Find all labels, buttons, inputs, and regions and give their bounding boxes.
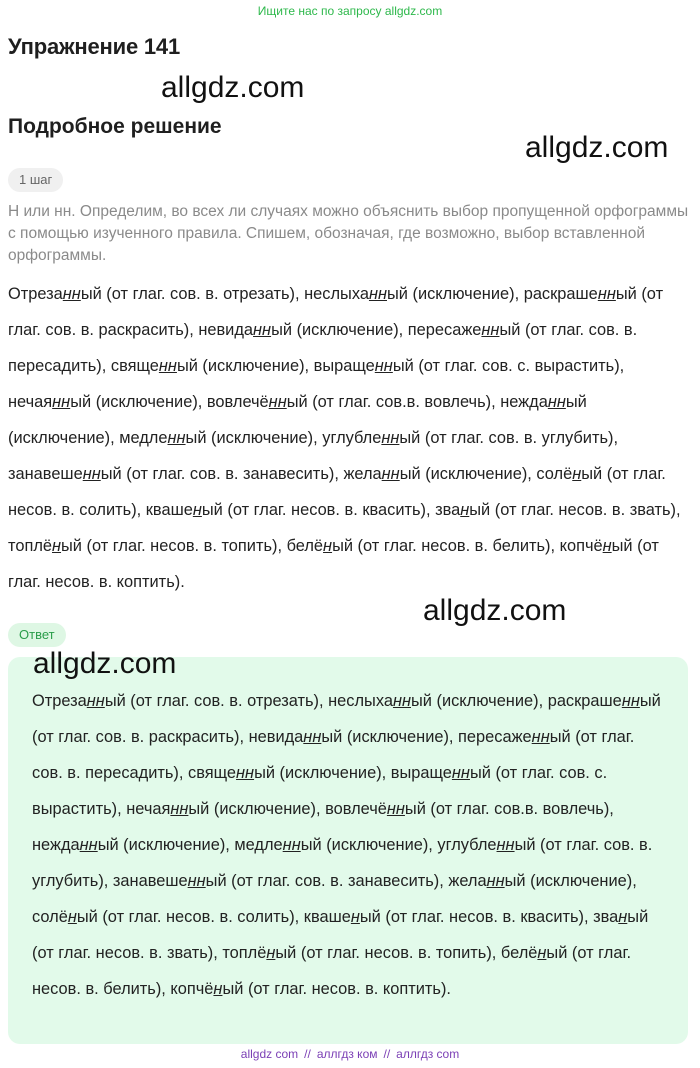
orthogram-highlight: нн (236, 764, 255, 782)
word-stem: солё (32, 908, 68, 926)
word-entry (170, 980, 451, 998)
word-explanation: ый (от глаг. сов. с. вырастить), (32, 764, 608, 818)
word-explanation: ый (от глаг. несов. в. солить), (8, 465, 666, 519)
word-stem: зва (435, 501, 461, 519)
word-explanation: ый (исключение), (411, 692, 548, 710)
word-stem: невида (248, 728, 304, 746)
word-entry (249, 728, 458, 746)
footer-link[interactable]: allgdz com (240, 1047, 299, 1061)
orthogram-highlight: н (618, 908, 628, 926)
word-entry (8, 537, 287, 555)
watermark: allgdz.com (33, 647, 177, 680)
orthogram-highlight: н (52, 537, 62, 555)
word-explanation: ый (от глаг. несов. в. квасить), (201, 501, 436, 519)
word-explanation: ый (исключение), (70, 393, 207, 411)
orthogram-highlight: нн (374, 357, 393, 375)
word-explanation: ый (от глаг. сов. в. занавесить), (100, 465, 344, 483)
word-explanation: ый (исключение), (300, 836, 438, 854)
word-explanation: ый (исключение), (399, 465, 537, 483)
orthogram-highlight: нн (381, 465, 400, 483)
footer-links (0, 1047, 700, 1061)
word-stem: жела (343, 465, 382, 483)
word-stem: занавеше (8, 465, 83, 483)
word-explanation: ый (исключение), (504, 872, 637, 890)
orthogram-highlight: нн (82, 465, 101, 483)
word-explanation: ый (от глаг. сов. в. углубить), (399, 429, 619, 447)
word-explanation: ый (от глаг. сов. в. раскрасить), (8, 285, 664, 339)
orthogram-highlight: н (537, 944, 547, 962)
orthogram-highlight: нн (496, 836, 515, 854)
section-title: Подробное решение (8, 115, 222, 138)
orthogram-highlight: нн (481, 321, 500, 339)
word-entry (325, 800, 614, 818)
word-explanation: ый (исключение), (185, 429, 323, 447)
word-entry (32, 692, 328, 710)
orthogram-highlight: н (192, 501, 202, 519)
orthogram-highlight: нн (253, 321, 272, 339)
word-entry (343, 465, 536, 483)
word-explanation: ый (от глаг. несов. в. коптить). (222, 980, 451, 998)
word-entry (435, 501, 680, 519)
watermark: allgdz.com (423, 594, 567, 627)
word-explanation: ый (от глаг. несов. в. звать), (469, 501, 681, 519)
word-stem: свяще (110, 357, 159, 375)
word-entry (448, 872, 636, 890)
orthogram-highlight: нн (303, 728, 322, 746)
word-stem: нечая (8, 393, 53, 411)
footer-link[interactable]: аллгдз com (396, 1047, 460, 1061)
word-entry (222, 944, 501, 962)
word-stem: медле (119, 429, 168, 447)
word-entry (119, 429, 322, 447)
word-entry (8, 393, 207, 411)
orthogram-highlight: нн (187, 872, 206, 890)
orthogram-highlight: нн (621, 692, 640, 710)
watermark: allgdz.com (525, 131, 669, 164)
word-stem: кваше (145, 501, 193, 519)
word-entry (304, 285, 524, 303)
word-entry (207, 393, 500, 411)
word-explanation: ый (от глаг. несов. в. топить), (61, 537, 287, 555)
orthogram-highlight: нн (282, 836, 301, 854)
word-explanation: ый (от глаг. сов. в. раскрасить), (32, 692, 661, 746)
orthogram-highlight: нн (62, 285, 81, 303)
word-explanation: ый (от глаг. сов. в. занавесить), (205, 872, 449, 890)
word-entry (111, 357, 314, 375)
word-stem: Отреза (32, 692, 87, 710)
word-stem: свяще (188, 764, 237, 782)
word-explanation: ый (от глаг. сов.в. вовлечь), (404, 800, 614, 818)
word-explanation: ый (от глаг. несов. в. коптить). (8, 537, 659, 591)
word-entry (8, 465, 343, 483)
word-explanation: ый (от глаг. сов. с. вырастить), (392, 357, 625, 375)
orthogram-highlight: нн (167, 429, 186, 447)
word-explanation: ый (исключение), (97, 836, 235, 854)
word-explanation: ый (от глаг. сов.в. вовлечь), (286, 393, 501, 411)
word-stem: раскраше (547, 692, 622, 710)
orthogram-highlight: нн (381, 429, 400, 447)
orthogram-highlight: н (266, 944, 276, 962)
word-entry (304, 908, 593, 926)
orthogram-highlight: нн (170, 800, 189, 818)
word-stem: неслыха (328, 692, 393, 710)
word-stem: выраще (390, 764, 452, 782)
word-stem: выраще (313, 357, 375, 375)
answer-badge: Ответ (8, 623, 66, 647)
word-stem: солё (536, 465, 573, 483)
word-stem: жела (448, 872, 487, 890)
word-explanation: ый (от глаг. сов. в. отрезать), (80, 285, 305, 303)
word-stem: копчё (559, 537, 603, 555)
word-explanation: ый (от глаг. несов. в. белить), (332, 537, 560, 555)
word-entry (32, 836, 234, 854)
orthogram-highlight: нн (268, 393, 287, 411)
word-stem: белё (500, 944, 538, 962)
word-entry (146, 501, 435, 519)
orthogram-highlight: нн (368, 285, 387, 303)
step-note: Н или нн. Определим, во всех ли случаях можно объяснить выбор пропущенной орфограммы с помощью изученного правила. Спишем, обозначая, где возможно, выбор вставленной орфограммы. (8, 203, 689, 264)
orthogram-highlight: н (67, 908, 77, 926)
word-stem: Отреза (8, 285, 63, 303)
word-entry (32, 908, 304, 926)
orthogram-highlight: нн (486, 872, 505, 890)
footer-separator: // (304, 1047, 311, 1061)
word-stem: копчё (170, 980, 214, 998)
orthogram-highlight: нн (386, 800, 405, 818)
word-explanation: ый (исключение), (8, 393, 587, 447)
word-explanation: ый (исключение), (188, 800, 326, 818)
word-stem: углубле (437, 836, 497, 854)
word-stem: вовлечё (325, 800, 387, 818)
orthogram-highlight: н (323, 537, 333, 555)
word-stem: невида (198, 321, 254, 339)
orthogram-highlight: нн (158, 357, 177, 375)
word-entry (234, 836, 437, 854)
word-explanation: ый (исключение), (387, 285, 524, 303)
word-stem: белё (286, 537, 324, 555)
word-stem: занавеше (112, 872, 188, 890)
word-stem: нежда (32, 836, 80, 854)
step-badge: 1 шаг (8, 168, 63, 192)
word-explanation: ый (исключение), (176, 357, 314, 375)
search-hint-link[interactable]: Ищите нас по запросу allgdz.com (257, 4, 443, 18)
word-entry (198, 321, 407, 339)
orthogram-highlight: нн (79, 836, 98, 854)
word-stem: топлё (222, 944, 267, 962)
footer-separator: // (383, 1047, 391, 1061)
word-stem: раскраше (523, 285, 598, 303)
word-explanation: ый (от глаг. сов. в. пересадить), (8, 321, 638, 375)
word-explanation: ый (исключение), (271, 321, 408, 339)
orthogram-highlight: н (350, 908, 360, 926)
word-stem: топлё (8, 537, 52, 555)
word-stem: вовлечё (206, 393, 269, 411)
word-stem: углубле (322, 429, 382, 447)
word-explanation: ый (от глаг. несов. в. звать), (32, 908, 649, 962)
orthogram-highlight: н (213, 980, 223, 998)
orthogram-highlight: н (460, 501, 470, 519)
orthogram-highlight: нн (52, 393, 71, 411)
word-stem: нежда (500, 393, 548, 411)
word-entry (287, 537, 560, 555)
word-entry (126, 800, 325, 818)
orthogram-highlight: нн (547, 393, 566, 411)
solution-text (8, 276, 694, 600)
word-entry (113, 872, 448, 890)
word-explanation: ый (от глаг. несов. в. солить), (76, 908, 304, 926)
orthogram-highlight: н (572, 465, 582, 483)
word-explanation: ый (от глаг. сов. в. отрезать), (104, 692, 329, 710)
word-entry (188, 764, 391, 782)
exercise-title: Упражнение 141 (8, 34, 180, 59)
word-stem: нечая (126, 800, 171, 818)
word-entry (314, 357, 625, 375)
word-entry (328, 692, 548, 710)
orthogram-highlight: нн (392, 692, 411, 710)
word-explanation: ый (от глаг. сов. в. углубить), (32, 836, 653, 890)
orthogram-highlight: нн (451, 764, 470, 782)
orthogram-highlight: н (602, 537, 612, 555)
answer-box (8, 657, 688, 1044)
word-explanation: ый (исключение), (254, 764, 391, 782)
orthogram-highlight: нн (86, 692, 105, 710)
answer-text (32, 683, 668, 1007)
orthogram-highlight: нн (597, 285, 616, 303)
word-explanation: ый (от глаг. сов. в. пересадить), (32, 728, 635, 782)
word-stem: кваше (303, 908, 351, 926)
word-explanation: ый (от глаг. несов. в. квасить), (359, 908, 594, 926)
word-explanation: ый (исключение), (321, 728, 459, 746)
word-stem: неслыха (304, 285, 369, 303)
word-explanation: ый (от глаг. несов. в. топить), (275, 944, 501, 962)
word-stem: зва (593, 908, 619, 926)
orthogram-highlight: нн (531, 728, 550, 746)
word-entry (322, 429, 618, 447)
word-entry (8, 285, 304, 303)
word-stem: пересаже (458, 728, 532, 746)
watermark: allgdz.com (161, 71, 305, 104)
word-explanation: ый (от глаг. несов. в. белить), (32, 944, 632, 998)
word-stem: медле (234, 836, 283, 854)
word-stem: пересаже (407, 321, 482, 339)
footer-link[interactable]: аллгдз ком (316, 1047, 378, 1061)
